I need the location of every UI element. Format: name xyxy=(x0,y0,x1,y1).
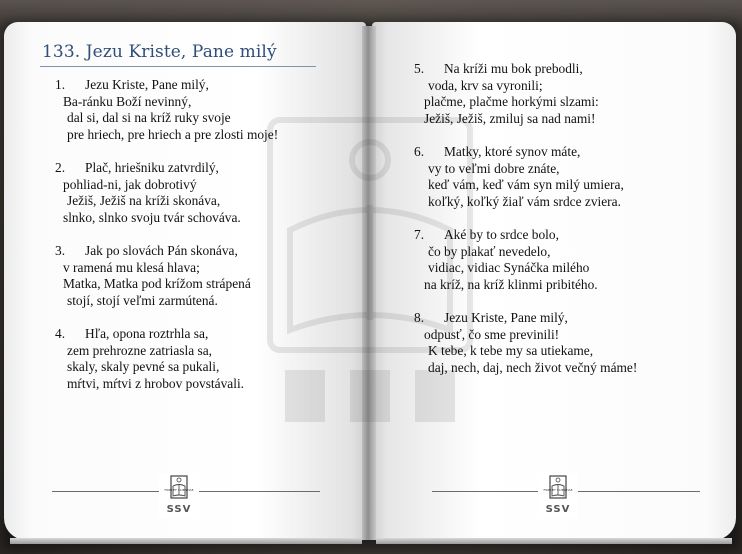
verse-number: 7. xyxy=(414,227,425,242)
left-page-edge xyxy=(10,538,362,544)
verse-line: Jezu Kriste, Pane milý, xyxy=(444,310,568,325)
song-title: 133. Jezu Kriste, Pane milý xyxy=(42,42,277,62)
verse-line: vy to veľmi dobre znáte, xyxy=(428,160,560,176)
verse-line: keď vám, keď vám syn milý umiera, xyxy=(428,177,624,193)
ssv-logo-icon xyxy=(159,474,199,518)
verse-line: Ba-ránku Boží nevinný, xyxy=(63,93,192,109)
logo-motto: FIDEI ET SCIENTIAE xyxy=(164,488,194,492)
verse-line: vidiac, vidiac Synáčka milého xyxy=(428,260,590,276)
verse-line: Na kríži mu bok prebodli, xyxy=(444,61,583,76)
book-gutter xyxy=(362,26,376,540)
verse-line: čo by plakať nevedelo, xyxy=(428,243,551,259)
verse-5 xyxy=(414,61,599,127)
verse-line: pre hriech, pre hriech a pre zlosti moje! xyxy=(67,126,279,142)
logo-letters: SSV xyxy=(545,504,571,515)
verse-line: Hľa, opona roztrhla sa, xyxy=(85,326,209,341)
verse-line: skaly, skaly pevné sa pukali, xyxy=(67,359,220,375)
verse-line: stojí, stojí veľmi zarmútená. xyxy=(67,292,218,308)
verse-line: odpusť, čo sme previnili! xyxy=(424,326,560,342)
logo-letters: SSV xyxy=(166,504,192,515)
verse-line: mŕtvi, mŕtvi z hrobov povstávali. xyxy=(67,375,245,391)
title-underline xyxy=(40,66,316,67)
verse-line: dal si, dal si na kríž ruky svoje xyxy=(67,110,231,126)
verse-line: voda, krv sa vyronili; xyxy=(428,77,543,93)
verse-number: 8. xyxy=(414,310,425,325)
verse-3 xyxy=(55,243,251,309)
verse-4 xyxy=(55,326,244,392)
verse-line: plačme, plačme horkými slzami: xyxy=(424,94,599,110)
verse-line: Ježiš, Ježiš na kríži skonáva, xyxy=(67,193,221,209)
verse-number: 1. xyxy=(55,77,66,92)
verse-line: Plač, hriešniku zatvrdilý, xyxy=(85,160,219,175)
verse-line: Aké by to srdce bolo, xyxy=(444,227,559,242)
verse-line: Jezu Kriste, Pane milý, xyxy=(85,77,209,92)
right-page-edge xyxy=(376,538,732,544)
verse-line: K tebe, k tebe my sa utiekame, xyxy=(428,343,594,359)
verse-line: v ramená mu klesá hlava; xyxy=(63,259,200,275)
verse-line: Ježiš, Ježiš, zmiluj sa nad nami! xyxy=(424,110,596,126)
verse-line: na kríž, na kríž klinmi pribitého. xyxy=(424,276,598,292)
verse-2 xyxy=(55,160,241,226)
verse-number: 4. xyxy=(55,326,66,341)
verse-7 xyxy=(414,227,598,293)
verse-line: pohliad-ni, jak dobrotivý xyxy=(63,176,197,192)
ssv-logo-icon xyxy=(538,474,578,518)
verse-6 xyxy=(414,144,624,210)
verse-line: slnko, slnko svoju tvár schováva. xyxy=(63,209,241,225)
verse-line: zem prehrozne zatriasla sa, xyxy=(67,342,212,358)
verse-number: 3. xyxy=(55,243,66,258)
verse-line: Jak po slovách Pán skonáva, xyxy=(85,243,238,258)
verse-line: Matky, ktoré synov máte, xyxy=(444,144,581,159)
verse-number: 5. xyxy=(414,61,425,76)
verse-8 xyxy=(414,310,637,376)
verse-line: Matka, Matka pod krížom strápená xyxy=(63,276,251,292)
logo-motto: FIDEI ET SCIENTIAE xyxy=(543,488,573,492)
verse-line: daj, nech, daj, nech život večný máme! xyxy=(428,359,638,375)
verse-number: 2. xyxy=(55,160,66,175)
verse-number: 6. xyxy=(414,144,425,159)
verse-line: koľký, koľký žiaľ vám srdce zviera. xyxy=(428,193,621,209)
verse-1 xyxy=(55,77,278,143)
